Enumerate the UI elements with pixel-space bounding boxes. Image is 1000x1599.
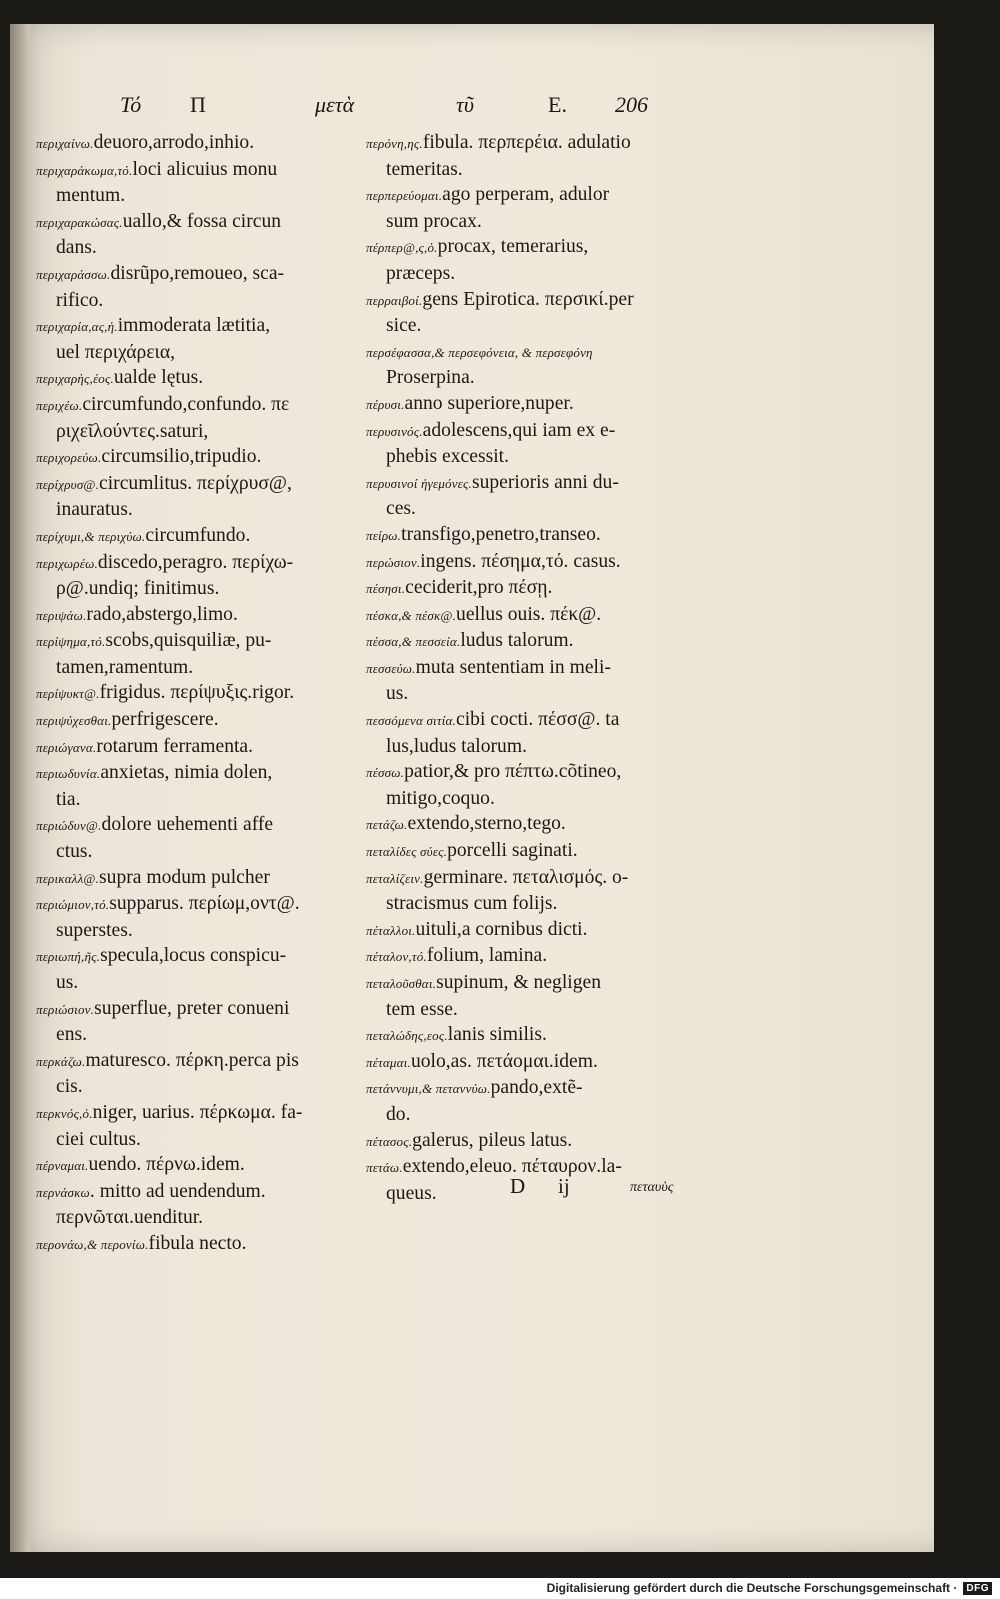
- latin-gloss: anxietas, nimia dolen,: [100, 762, 273, 784]
- dictionary-line: [366, 470, 711, 497]
- latin-gloss: adolescens,qui iam ex e-: [422, 419, 616, 441]
- greek-headword: πέρναμαι.: [36, 1158, 89, 1174]
- greek-headword: περκάζω.: [36, 1053, 86, 1069]
- latin-gloss: transfigo,penetro,transeo.: [401, 523, 601, 545]
- greek-headword: περιχαράσσω.: [36, 266, 111, 282]
- latin-gloss: circumlitus. περίχρυσ@,: [99, 472, 292, 494]
- greek-headword: περιώμιον,τό.: [36, 897, 110, 913]
- dictionary-line: [366, 655, 711, 682]
- latin-gloss: ceciderit,pro πέσῃ.: [405, 577, 553, 599]
- latin-gloss: perfrigescere.: [111, 709, 219, 731]
- greek-headword: πέταμαι.: [366, 1054, 411, 1070]
- right-column: [366, 130, 711, 1206]
- dictionary-line: [36, 235, 366, 261]
- dictionary-line: [366, 418, 711, 445]
- page-gutter: [10, 24, 30, 1552]
- latin-gloss: rado,abstergo,limo.: [86, 603, 238, 625]
- latin-gloss: rifico.: [56, 289, 104, 311]
- latin-gloss: phebis excessit.: [386, 446, 509, 468]
- latin-gloss: ριχεῖλούντες.saturi,: [56, 420, 209, 442]
- dictionary-line: [366, 943, 711, 970]
- greek-headword: περιχαρακώσας.: [36, 214, 123, 230]
- greek-headword: πέρυσι.: [366, 396, 405, 412]
- dictionary-line: [36, 313, 366, 340]
- dictionary-line: [366, 261, 711, 287]
- dictionary-line: [366, 917, 711, 944]
- dictionary-line: [36, 444, 366, 471]
- latin-gloss: fibula. περπερέια. adulatio: [422, 132, 631, 153]
- latin-gloss: queus.: [386, 1182, 437, 1204]
- greek-headword: πείρω.: [366, 527, 402, 543]
- dictionary-line: [366, 339, 711, 366]
- running-header: [120, 92, 700, 128]
- latin-gloss: lus,ludus talorum.: [386, 735, 527, 757]
- header-right-letter: Ε.: [548, 92, 567, 117]
- dictionary-line: [36, 787, 366, 813]
- greek-headword: περιχορεύω.: [36, 450, 102, 466]
- dictionary-line: [36, 734, 366, 761]
- latin-gloss: inauratus.: [56, 499, 133, 521]
- greek-headword: περκνός,ὁ.: [36, 1105, 93, 1121]
- dictionary-line: [366, 444, 711, 470]
- catchword: πεταυὺς: [630, 1180, 674, 1195]
- dictionary-line: [366, 865, 711, 892]
- latin-gloss: ciei cultus.: [56, 1128, 141, 1150]
- dictionary-line: [36, 680, 366, 707]
- latin-gloss: uendo. πέρνω.idem.: [88, 1154, 245, 1176]
- greek-headword: περραιβοί.: [366, 292, 423, 308]
- greek-headword: περιώσιον.: [36, 1001, 95, 1017]
- header-left-letter: Π: [190, 92, 206, 117]
- greek-headword: περίχυμι,& περιχύω.: [36, 528, 146, 544]
- latin-gloss: patior,& pro πέπτω.cõtineo,: [404, 761, 622, 783]
- latin-gloss: cibi cocti. πέσσ@. ta: [456, 709, 620, 731]
- latin-gloss: sum procax.: [386, 210, 482, 232]
- latin-gloss: mitigo,coquo.: [386, 787, 495, 809]
- latin-gloss: gens Epirotica. περσικί.per: [422, 288, 634, 310]
- greek-headword: περυσινός.: [366, 423, 423, 439]
- dictionary-line: [36, 970, 366, 996]
- latin-gloss: loci alicuius monu: [132, 158, 278, 180]
- latin-gloss: mentum.: [56, 185, 126, 207]
- latin-gloss: uel περιχάρεια,: [56, 341, 175, 363]
- dictionary-line: [36, 340, 366, 366]
- dictionary-line: [36, 1074, 366, 1100]
- latin-gloss: specula,locus conspicu-: [100, 945, 287, 967]
- greek-headword: πετάζω.: [366, 817, 408, 833]
- dictionary-line: [36, 1205, 366, 1231]
- dictionary-line: [36, 760, 366, 787]
- latin-gloss: folium, lamina.: [426, 945, 548, 967]
- page-footer: [510, 1174, 710, 1204]
- greek-headword: περικαλλ@.: [36, 870, 100, 886]
- dictionary-line: [366, 549, 711, 576]
- greek-headword: περιώγανα.: [36, 739, 97, 755]
- latin-gloss: uituli,a cornibus dicti.: [415, 918, 588, 940]
- dictionary-line: [36, 365, 366, 392]
- dictionary-line: [36, 497, 366, 523]
- latin-gloss: supra modum pulcher: [99, 866, 270, 888]
- greek-headword: περπερεύομαι.: [366, 188, 443, 204]
- dictionary-line: [366, 602, 711, 629]
- left-column: [36, 130, 366, 1258]
- latin-gloss: deuoro,arrodo,inhio.: [93, 132, 255, 153]
- latin-gloss: superstes.: [56, 919, 133, 941]
- page-number: 206: [615, 92, 648, 117]
- latin-gloss: muta sententiam in meli-: [415, 656, 611, 678]
- dictionary-line: [36, 655, 366, 681]
- dictionary-line: [366, 575, 711, 602]
- dictionary-line: [36, 1231, 366, 1258]
- dictionary-line: [366, 157, 711, 183]
- greek-headword: πεταλίδες σύες.: [366, 844, 448, 860]
- credit-text: Digitalisierung gefördert durch die Deutsche Forschungsgemeinschaft ·: [546, 1581, 958, 1595]
- greek-headword: πεσσεύω.: [366, 660, 416, 676]
- greek-headword: πέρπερ@,ς,ὁ.: [366, 240, 438, 256]
- greek-headword: πέτασος.: [366, 1133, 413, 1149]
- latin-gloss: niger, uarius. πέρκωμα. fa-: [92, 1101, 303, 1123]
- latin-gloss: tia.: [56, 788, 81, 810]
- latin-gloss: ens.: [56, 1024, 88, 1046]
- latin-gloss: circumfundo.: [145, 524, 251, 546]
- header-right-greek: τῦ: [456, 92, 474, 117]
- dictionary-line: [36, 183, 366, 209]
- latin-gloss: dolore uehementi affe: [101, 814, 274, 836]
- greek-headword: πέσκα,& πέσκ@.: [366, 607, 457, 623]
- dictionary-line: [36, 419, 366, 445]
- latin-gloss: us.: [56, 972, 79, 993]
- greek-headword: περυσινοί ἡγεμόνες.: [366, 475, 472, 491]
- dfg-logo: DFG: [963, 1582, 992, 1595]
- latin-gloss: disrũpo,remoueo, sca-: [110, 262, 285, 284]
- latin-gloss: galerus, pileus latus.: [412, 1129, 573, 1151]
- greek-headword: περίψυκτ@.: [36, 686, 100, 702]
- dictionary-line: [36, 891, 366, 918]
- dictionary-line: [36, 839, 366, 865]
- greek-headword: πέσσω.: [366, 765, 405, 781]
- dictionary-line: [36, 812, 366, 839]
- dictionary-line: [366, 313, 711, 339]
- dictionary-line: [366, 734, 711, 760]
- greek-headword: περιχαρία,ας,ἡ.: [36, 319, 118, 335]
- latin-gloss: tem esse.: [386, 998, 458, 1020]
- latin-gloss: anno superiore,nuper.: [404, 392, 574, 414]
- latin-gloss: circumfundo,confundo. πε: [82, 393, 290, 415]
- dictionary-line: [366, 365, 711, 391]
- latin-gloss: immoderata lætitia,: [117, 315, 271, 337]
- dictionary-line: [36, 865, 366, 892]
- latin-gloss: præceps.: [386, 262, 456, 284]
- dictionary-line: [366, 391, 711, 418]
- header-left-greek: Τό: [120, 92, 142, 117]
- dictionary-line: [36, 576, 366, 602]
- dictionary-line: [366, 522, 711, 549]
- dictionary-line: [36, 550, 366, 577]
- dictionary-line: [366, 234, 711, 261]
- dictionary-line: [36, 157, 366, 184]
- latin-gloss: . mitto ad uendendum.: [89, 1180, 266, 1202]
- latin-gloss: rotarum ferramenta.: [96, 735, 254, 757]
- dictionary-line: [36, 943, 366, 970]
- dictionary-line: [36, 209, 366, 236]
- greek-headword: πετάω.: [366, 1160, 403, 1176]
- dictionary-line: [366, 838, 711, 865]
- greek-headword: περιωδυνία.: [36, 766, 101, 782]
- dictionary-line: [366, 786, 711, 812]
- latin-gloss: ualde lętus.: [113, 367, 204, 389]
- dictionary-line: [36, 1179, 366, 1206]
- latin-gloss: frigidus. περίψυξις.rigor.: [99, 682, 295, 704]
- dictionary-line: [36, 602, 366, 629]
- greek-headword: περονάω,& περονίω.: [36, 1236, 149, 1252]
- dictionary-line: [36, 1127, 366, 1153]
- latin-gloss: germinare. πεταλισμός. o-: [423, 866, 629, 888]
- latin-gloss: ces.: [386, 498, 416, 520]
- dictionary-line: [366, 681, 711, 707]
- dictionary-line: [366, 182, 711, 209]
- latin-gloss: sice.: [386, 315, 422, 337]
- greek-headword: περιχαίνω.: [36, 136, 94, 151]
- latin-gloss: ago perperam, adulor: [442, 184, 610, 206]
- digitization-credit: [547, 1579, 992, 1597]
- greek-headword: περσέφασσα,& περσεφόνεια, & περσεφόνη: [366, 344, 593, 360]
- latin-gloss: porcelli saginati.: [447, 840, 578, 862]
- dictionary-line: [36, 996, 366, 1023]
- dictionary-line: [36, 392, 366, 419]
- dictionary-line: [36, 707, 366, 734]
- greek-headword: πετάννυμι,& πεταννύω.: [366, 1081, 491, 1097]
- latin-gloss: ludus talorum.: [460, 630, 574, 652]
- latin-gloss: scobs,quisquiliæ, pu-: [105, 630, 272, 652]
- dictionary-line: [36, 523, 366, 550]
- latin-gloss: extendo,eleuo. πέταυρον.la-: [402, 1156, 622, 1178]
- greek-headword: περίχρυσ@.: [36, 476, 100, 492]
- dictionary-line: [36, 1152, 366, 1179]
- latin-gloss: ingens. πέσημα,τό. casus.: [420, 550, 621, 572]
- latin-gloss: do.: [386, 1103, 411, 1125]
- signature-number: ij: [558, 1174, 570, 1198]
- dictionary-line: [366, 1128, 711, 1155]
- dictionary-line: [366, 496, 711, 522]
- dictionary-line: [366, 759, 711, 786]
- latin-gloss: superioris anni du-: [471, 471, 619, 493]
- greek-headword: περώσιον.: [366, 554, 421, 570]
- dictionary-line: [366, 209, 711, 235]
- latin-gloss: procax, temerarius,: [437, 236, 589, 258]
- dictionary-line: [366, 891, 711, 917]
- latin-gloss: Proserpina.: [386, 367, 475, 389]
- greek-headword: περιωπή,ῆς.: [36, 949, 101, 965]
- latin-gloss: dans.: [56, 237, 97, 259]
- greek-headword: περιψύχεσθαι.: [36, 713, 112, 729]
- dictionary-line: [366, 1075, 711, 1102]
- greek-headword: περιώδυν@.: [36, 818, 102, 834]
- header-center: μετὰ: [315, 92, 355, 117]
- dictionary-line: [36, 288, 366, 314]
- dictionary-line: [36, 628, 366, 655]
- latin-gloss: supinum, & negligen: [436, 972, 601, 993]
- greek-headword: πεταλώδης,εος.: [366, 1028, 448, 1044]
- latin-gloss: cis.: [56, 1076, 83, 1098]
- latin-gloss: temeritas.: [386, 158, 463, 180]
- latin-gloss: uellus ouis. πέκ@.: [456, 603, 602, 625]
- latin-gloss: ρ@.undiq; finitimus.: [56, 578, 220, 600]
- latin-gloss: supparus. περίωμ,οντ@.: [109, 893, 300, 915]
- latin-gloss: maturesco. πέρκη.perca pis: [85, 1049, 299, 1071]
- latin-gloss: stracismus cum folijs.: [386, 893, 558, 915]
- dictionary-line: [36, 1048, 366, 1075]
- latin-gloss: extendo,sterno,tego.: [407, 813, 566, 835]
- latin-gloss: discedo,peragro. περίχω-: [97, 551, 294, 573]
- greek-headword: περιχέω.: [36, 397, 83, 413]
- dictionary-line: [36, 261, 366, 288]
- greek-headword: πέταλλοι.: [366, 922, 416, 938]
- greek-headword: περιχωρέω.: [36, 555, 98, 571]
- latin-gloss: tamen,ramentum.: [56, 656, 194, 678]
- latin-gloss: superflue, preter conueni: [94, 997, 290, 1019]
- latin-gloss: fibula necto.: [148, 1232, 247, 1254]
- greek-headword: πεταλοῦσθαι.: [366, 976, 437, 991]
- latin-gloss: uolo,as. πετάομαι.idem.: [410, 1050, 598, 1072]
- dictionary-line: [36, 1022, 366, 1048]
- greek-headword: πέσσα,& πεσσεία.: [366, 634, 461, 650]
- dictionary-line: [366, 997, 711, 1023]
- dictionary-line: [36, 130, 366, 157]
- greek-headword: περίψημα,τό.: [36, 634, 106, 650]
- greek-headword: περιχαρὴς,έος.: [36, 371, 114, 387]
- dictionary-line: [366, 130, 711, 157]
- greek-headword: πέσησι.: [366, 581, 406, 597]
- greek-headword: περνάσκω: [36, 1184, 90, 1200]
- dictionary-line: [36, 1100, 366, 1127]
- dictionary-line: [366, 970, 711, 997]
- dictionary-line: [36, 918, 366, 944]
- signature-mark: D: [510, 1174, 526, 1198]
- dictionary-line: [366, 707, 711, 734]
- latin-gloss: circumsilio,tripudio.: [101, 446, 262, 468]
- dictionary-line: [366, 1102, 711, 1128]
- greek-headword: περιχαράκωμα,τό.: [36, 162, 133, 178]
- dictionary-line: [366, 1049, 711, 1076]
- latin-gloss: ctus.: [56, 841, 93, 863]
- greek-headword: περιψάω.: [36, 607, 87, 623]
- greek-headword: πεταλίζειν.: [366, 870, 424, 886]
- dictionary-line: [36, 471, 366, 498]
- dictionary-line: [366, 811, 711, 838]
- dictionary-line: [366, 628, 711, 655]
- greek-headword: πεσσόμενα σιτία.: [366, 713, 457, 729]
- greek-headword: πέταλον,τό.: [366, 949, 427, 965]
- latin-gloss: uallo,& fossa circun: [122, 210, 282, 232]
- latin-gloss: us.: [386, 683, 409, 705]
- latin-gloss: lanis similis.: [447, 1024, 547, 1046]
- latin-gloss: pando,extẽ-: [490, 1077, 583, 1099]
- dictionary-line: [366, 287, 711, 314]
- latin-gloss: περνῶται.uenditur.: [56, 1207, 204, 1229]
- greek-headword: περόνη,ης.: [366, 136, 423, 151]
- dictionary-line: [366, 1022, 711, 1049]
